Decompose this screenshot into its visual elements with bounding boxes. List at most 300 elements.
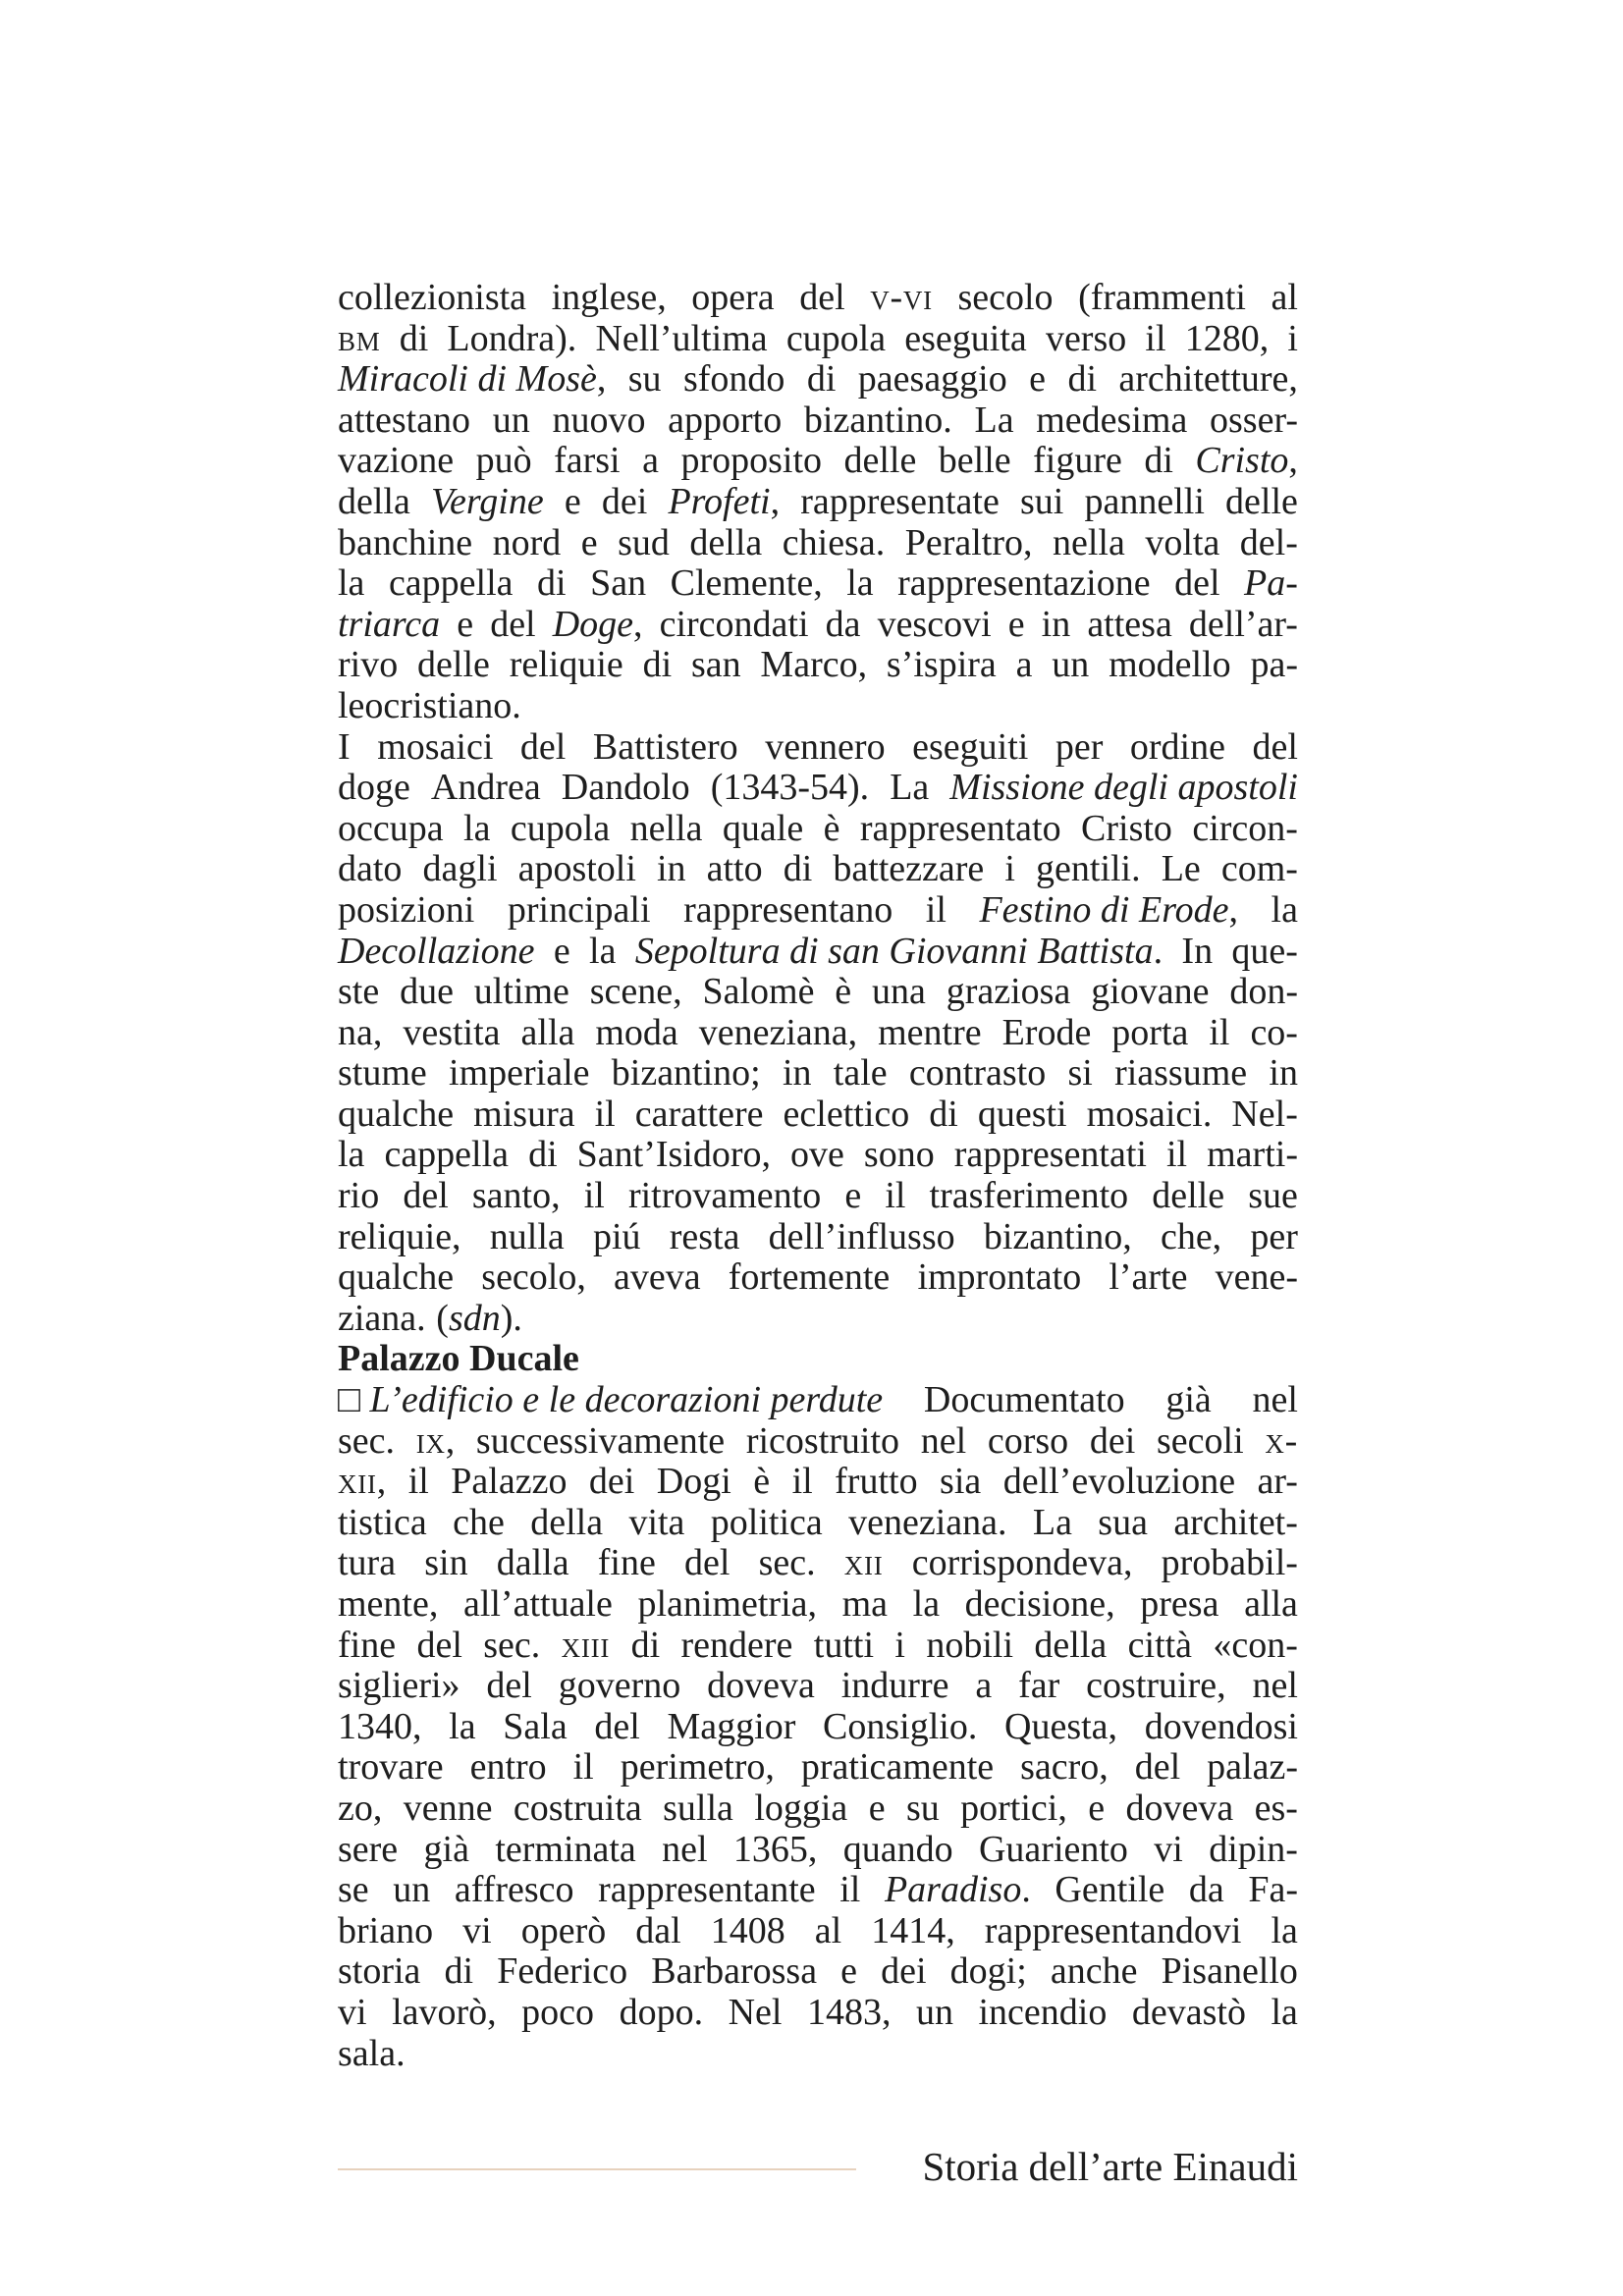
- word: sere: [338, 1828, 399, 1870]
- word: bizantino.: [803, 399, 952, 441]
- word: banchine: [338, 521, 473, 563]
- word: quando: [842, 1828, 953, 1870]
- word: e: [1007, 603, 1025, 645]
- word: di: [783, 848, 813, 890]
- text-line: [338, 1176, 1298, 1217]
- word: probabil-: [1161, 1542, 1298, 1584]
- italic-title: Vergine: [431, 480, 544, 522]
- text-line: [338, 605, 1298, 646]
- word: sud: [618, 521, 670, 563]
- word: entro: [469, 1746, 547, 1789]
- word: 1414,: [871, 1909, 955, 1951]
- word: la: [338, 1134, 365, 1176]
- word: Salomè: [702, 971, 815, 1013]
- italic-title: Decollazione: [338, 930, 535, 972]
- word: 1365,: [732, 1828, 818, 1870]
- roman-numeral: x-: [1265, 1419, 1298, 1462]
- word: in: [1269, 1052, 1298, 1095]
- word: In: [1181, 930, 1214, 972]
- word: La: [1032, 1501, 1072, 1543]
- word: sui: [1019, 480, 1064, 522]
- word: si: [1067, 1052, 1093, 1095]
- word: di: [444, 1950, 474, 1993]
- word: di: [806, 358, 837, 400]
- word: sec.: [483, 1624, 541, 1666]
- word: governo: [558, 1665, 681, 1707]
- text-line: [338, 1462, 1298, 1503]
- word: trovare: [338, 1746, 444, 1789]
- word: operò: [520, 1909, 607, 1951]
- word: Federico: [497, 1950, 628, 1993]
- word: dovendosi: [1144, 1705, 1298, 1747]
- word: sin: [424, 1542, 468, 1584]
- word: delle: [1152, 1175, 1225, 1217]
- word: del: [594, 1705, 640, 1747]
- word: san: [690, 644, 741, 686]
- word: Erode: [1001, 1011, 1092, 1053]
- word: politica: [710, 1501, 823, 1543]
- word: e: [1088, 1787, 1106, 1829]
- word-group: [338, 1380, 883, 1421]
- word: farsi: [554, 440, 621, 482]
- word: belle: [938, 440, 1011, 482]
- word: e: [840, 1950, 858, 1993]
- word: apostoli: [517, 848, 636, 890]
- word: fine: [597, 1542, 656, 1584]
- word: Nel-: [1231, 1093, 1298, 1135]
- word-group: [668, 482, 780, 523]
- text-line: [338, 849, 1298, 890]
- word: sulla: [663, 1787, 733, 1829]
- word: a: [975, 1665, 993, 1707]
- word: la: [1271, 1909, 1298, 1951]
- word: atto: [706, 848, 763, 890]
- word: del: [416, 1624, 462, 1666]
- word: volta: [1145, 521, 1220, 563]
- word: dal: [635, 1909, 681, 1951]
- word: del: [403, 1175, 449, 1217]
- word: far: [1018, 1665, 1060, 1707]
- word: loggia: [754, 1787, 848, 1829]
- word: il: [583, 1175, 605, 1217]
- word: Fa-: [1248, 1869, 1298, 1911]
- word: il: [791, 1461, 813, 1503]
- roman-numeral: xii: [843, 1542, 884, 1584]
- word: rappresentate: [800, 480, 1000, 522]
- word: bizantino,: [983, 1215, 1132, 1257]
- word: il: [1145, 317, 1166, 359]
- punctuation: ,: [633, 603, 643, 645]
- word: e: [580, 521, 598, 563]
- word: della: [530, 1501, 604, 1543]
- word: il: [1209, 1011, 1230, 1053]
- word: 1483,: [806, 1991, 892, 2033]
- word: briano: [338, 1909, 434, 1951]
- word: della: [1034, 1624, 1108, 1666]
- text-line: [338, 1707, 1298, 1748]
- text-line: [338, 645, 1298, 686]
- word: rappresentante: [598, 1869, 816, 1911]
- word: nulla: [489, 1215, 565, 1257]
- text-line: [338, 1257, 1298, 1299]
- word: ma: [841, 1583, 889, 1625]
- text-line: [338, 1830, 1298, 1871]
- text-line: [338, 1421, 1298, 1463]
- italic-title: Sepoltura di san Giovanni Battista: [634, 930, 1154, 972]
- word: e: [1029, 358, 1047, 400]
- word: devastò: [1131, 1991, 1246, 2033]
- italic-subheading: L’edificio e le decorazioni perdute: [369, 1379, 884, 1421]
- word: rivo: [338, 644, 399, 686]
- punctuation: ,: [596, 358, 607, 400]
- word: giovane: [1091, 971, 1210, 1013]
- word: eseguita: [904, 317, 1027, 359]
- word: dei: [588, 1461, 635, 1503]
- word: contrasto: [908, 1052, 1047, 1095]
- word: di: [630, 1624, 661, 1666]
- word-group: [338, 1462, 386, 1503]
- word: principali: [507, 888, 651, 931]
- word: vescovi: [877, 603, 992, 645]
- word: verso: [1045, 317, 1127, 359]
- word: per: [1055, 725, 1104, 768]
- word: San: [590, 562, 647, 605]
- word: Pisanello: [1161, 1950, 1298, 1993]
- word: veneziana.: [848, 1501, 1007, 1543]
- word: Sala: [503, 1705, 568, 1747]
- word: ricostruito: [745, 1419, 900, 1462]
- word: aveva: [613, 1256, 701, 1299]
- word: que-: [1231, 930, 1298, 972]
- word: chiesa.: [782, 521, 886, 563]
- word: mente,: [338, 1583, 439, 1625]
- word: il: [572, 1746, 594, 1789]
- word: è: [753, 1461, 771, 1503]
- word: successivamente: [475, 1419, 726, 1462]
- word: medesima: [1036, 399, 1188, 441]
- word: di: [399, 317, 429, 359]
- word: e: [868, 1787, 886, 1829]
- word: la: [1271, 1991, 1298, 2033]
- word: vi: [462, 1909, 492, 1951]
- text-line: [338, 1135, 1298, 1176]
- word: la: [1271, 888, 1298, 931]
- word: mentre: [878, 1011, 982, 1053]
- word: vestita: [403, 1011, 501, 1053]
- word: qualche: [338, 1093, 455, 1135]
- word: del: [486, 1665, 532, 1707]
- word: del: [519, 725, 567, 768]
- word: la: [846, 562, 874, 605]
- word: modello: [1109, 644, 1231, 686]
- word: delle: [417, 644, 490, 686]
- word: Consiglio.: [823, 1705, 978, 1747]
- heading-text: Palazzo Ducale: [338, 1338, 579, 1380]
- word: vi: [338, 1991, 367, 2033]
- word: tura: [338, 1542, 397, 1584]
- word: del: [1252, 725, 1298, 768]
- text-line: [338, 1095, 1298, 1136]
- word: se: [338, 1869, 369, 1911]
- word: l’arte: [1109, 1256, 1188, 1299]
- word: del: [490, 603, 536, 645]
- text-line: [338, 482, 1298, 523]
- word: di: [929, 1093, 958, 1135]
- italic-title: Cristo: [1195, 440, 1289, 482]
- text-line: [338, 1584, 1298, 1626]
- punctuation: (: [436, 1297, 449, 1339]
- word: nuovo: [552, 399, 646, 441]
- word: circondati: [659, 603, 809, 645]
- word: porta: [1111, 1011, 1189, 1053]
- word: Sant’Isidoro,: [576, 1134, 772, 1176]
- word: architet-: [1173, 1501, 1298, 1543]
- word: misura: [473, 1093, 575, 1135]
- word: di: [537, 562, 567, 605]
- text-line: [338, 563, 1298, 605]
- punctuation: ,: [1288, 440, 1298, 482]
- word: doge: [338, 767, 410, 809]
- word: dei: [601, 480, 648, 522]
- italic-title: Missione degli apostoli: [949, 767, 1298, 809]
- word: sia: [940, 1461, 982, 1503]
- word: terminata: [495, 1828, 636, 1870]
- word: cappella: [388, 562, 514, 605]
- word: già: [1165, 1379, 1212, 1421]
- word: occupa: [338, 807, 444, 849]
- word-group: [338, 359, 606, 400]
- word: cupola: [785, 317, 887, 359]
- word: Andrea: [430, 767, 541, 809]
- footer-title: Storia dell’arte Einaudi: [922, 2144, 1298, 2189]
- text-line: [338, 727, 1298, 769]
- word: veneziana,: [698, 1011, 858, 1053]
- word: ar-: [1257, 1461, 1298, 1503]
- word: un: [393, 1869, 431, 1911]
- word: leocristiano.: [338, 684, 521, 726]
- word: Guariento: [978, 1828, 1128, 1870]
- text-line: [338, 400, 1298, 442]
- word: del: [684, 1542, 730, 1584]
- text-line: [338, 278, 1298, 319]
- roman-numeral: xiii: [561, 1624, 611, 1666]
- word: città: [1127, 1624, 1193, 1666]
- word: del-: [1239, 521, 1298, 563]
- word: quale: [722, 807, 804, 849]
- word: dipin-: [1209, 1828, 1298, 1870]
- word: improntato: [917, 1256, 1082, 1299]
- word: Nell’ultima: [595, 317, 768, 359]
- punctuation: ,: [445, 1419, 456, 1462]
- word: inglese,: [551, 277, 667, 318]
- word: incendio: [978, 1991, 1108, 2033]
- text-line: [338, 1053, 1298, 1095]
- word: graziosa: [946, 971, 1071, 1013]
- word: tutti: [813, 1624, 875, 1666]
- word: del: [799, 277, 845, 318]
- word: planimetria,: [637, 1583, 818, 1625]
- word: riassume: [1114, 1052, 1248, 1095]
- word: architetture,: [1118, 358, 1298, 400]
- word: «con-: [1213, 1624, 1298, 1666]
- word: bizantino;: [611, 1052, 761, 1095]
- word: dell’evoluzione: [1002, 1461, 1236, 1503]
- word: indurre: [840, 1665, 949, 1707]
- word: eseguiti: [912, 725, 1029, 768]
- word: piú: [592, 1215, 641, 1257]
- text-line: [338, 1951, 1298, 1993]
- word: al: [1271, 277, 1298, 318]
- word: vita: [628, 1501, 685, 1543]
- text-line: [338, 1217, 1298, 1258]
- word: il: [925, 888, 947, 931]
- word: di: [642, 644, 673, 686]
- text-line: [338, 1911, 1298, 1952]
- italic-title: triarca: [338, 603, 441, 645]
- word: nel: [920, 1419, 967, 1462]
- word: alla: [520, 1011, 575, 1053]
- word: da: [825, 603, 861, 645]
- word: che,: [1160, 1215, 1222, 1257]
- word: resta: [669, 1215, 740, 1257]
- word: sala.: [338, 2032, 406, 2074]
- word: su: [627, 358, 662, 400]
- word: rappresentati: [953, 1134, 1147, 1176]
- punctuation: ).: [500, 1297, 522, 1339]
- word: in: [782, 1052, 812, 1095]
- word: 1408: [710, 1909, 785, 1951]
- word: 1280,: [1184, 317, 1270, 359]
- word: vi: [1154, 1828, 1183, 1870]
- word: rappresentano: [683, 888, 893, 931]
- word: opera: [691, 277, 775, 318]
- word: e: [564, 480, 581, 522]
- text-line: [338, 1993, 1298, 2034]
- word: Peraltro,: [904, 521, 1033, 563]
- word: figure: [1033, 440, 1122, 482]
- word-group: [979, 890, 1238, 932]
- word: frutto: [835, 1461, 918, 1503]
- author-initials: [436, 1299, 522, 1340]
- word: dato: [338, 848, 403, 890]
- word: dell’ar-: [1188, 603, 1298, 645]
- word: fine: [338, 1624, 397, 1666]
- text-line: [338, 441, 1298, 482]
- word: vene-: [1215, 1256, 1298, 1299]
- text-line: [338, 319, 1298, 360]
- word: della: [689, 521, 763, 563]
- word: già: [423, 1828, 469, 1870]
- word: Dandolo: [561, 767, 690, 809]
- text-line: [338, 1747, 1298, 1789]
- word: nel: [662, 1828, 708, 1870]
- word: circon-: [1192, 807, 1298, 849]
- word: i: [1287, 317, 1298, 359]
- word: dei: [1089, 1419, 1136, 1462]
- word: a: [642, 440, 659, 482]
- word: sacro,: [1020, 1746, 1109, 1789]
- word: è: [823, 807, 840, 849]
- text-line: [338, 1870, 1298, 1911]
- footer-divider: [338, 2168, 856, 2170]
- word: posizioni: [338, 888, 475, 931]
- word: la: [589, 930, 617, 972]
- word: cappella: [384, 1134, 510, 1176]
- word: il: [839, 1869, 861, 1911]
- word: ritrovamento: [627, 1175, 822, 1217]
- word: la: [449, 1705, 476, 1747]
- word: cupola: [510, 807, 611, 849]
- punctuation: ,: [1228, 888, 1238, 931]
- italic-title: Festino di Erode: [979, 888, 1229, 931]
- word: due: [400, 971, 454, 1013]
- punctuation: .: [1153, 930, 1163, 972]
- word: mosaici: [377, 725, 494, 768]
- word: il: [885, 1175, 906, 1217]
- text-line: [338, 890, 1298, 932]
- word: corrispondeva,: [911, 1542, 1133, 1584]
- word: Questa,: [1004, 1705, 1118, 1747]
- word: di: [528, 1134, 558, 1176]
- word: sec.: [758, 1542, 816, 1584]
- page-body-text: [338, 278, 1298, 2074]
- word: fortemente: [728, 1256, 891, 1299]
- word: nella: [629, 807, 703, 849]
- word: dopo.: [619, 1991, 704, 2033]
- word: il: [407, 1461, 429, 1503]
- word: ordine: [1129, 725, 1225, 768]
- word: secoli: [1156, 1419, 1244, 1462]
- word: attesa: [1087, 603, 1172, 645]
- word: pa-: [1250, 644, 1298, 686]
- word: Documentato: [923, 1379, 1125, 1421]
- punctuation: ,: [770, 480, 781, 522]
- word: secolo,: [481, 1256, 586, 1299]
- word: battezzare: [833, 848, 985, 890]
- word: ove: [790, 1134, 844, 1176]
- italic-title: Profeti: [668, 480, 771, 522]
- word: per: [1250, 1215, 1298, 1257]
- word: (frammenti: [1078, 277, 1246, 318]
- word: corso: [987, 1419, 1069, 1462]
- word-group: [553, 605, 643, 646]
- word: su: [905, 1787, 940, 1829]
- text-line: [338, 1626, 1298, 1667]
- word: collezionista: [338, 277, 527, 318]
- word: proposito: [680, 440, 822, 482]
- text-line: [338, 1666, 1298, 1707]
- italic-initials: sdn: [448, 1297, 501, 1339]
- word: e: [457, 603, 474, 645]
- word: Marco,: [760, 644, 868, 686]
- word: costruita: [513, 1787, 642, 1829]
- word: poco: [521, 1991, 595, 2033]
- word: tistica: [338, 1501, 427, 1543]
- word: praticamente: [800, 1746, 995, 1789]
- word: vennero: [765, 725, 886, 768]
- word: sue: [1248, 1175, 1298, 1217]
- word: stume: [338, 1052, 427, 1095]
- word: sono: [863, 1134, 935, 1176]
- word: nel: [1252, 1665, 1298, 1707]
- word: apporto: [668, 399, 783, 441]
- word: ziana.: [338, 1297, 426, 1339]
- word: costruire,: [1086, 1665, 1226, 1707]
- italic-title: Paradiso: [884, 1869, 1022, 1911]
- text-line: [338, 1013, 1298, 1054]
- word: il: [1165, 1134, 1188, 1176]
- word: del: [1174, 562, 1220, 605]
